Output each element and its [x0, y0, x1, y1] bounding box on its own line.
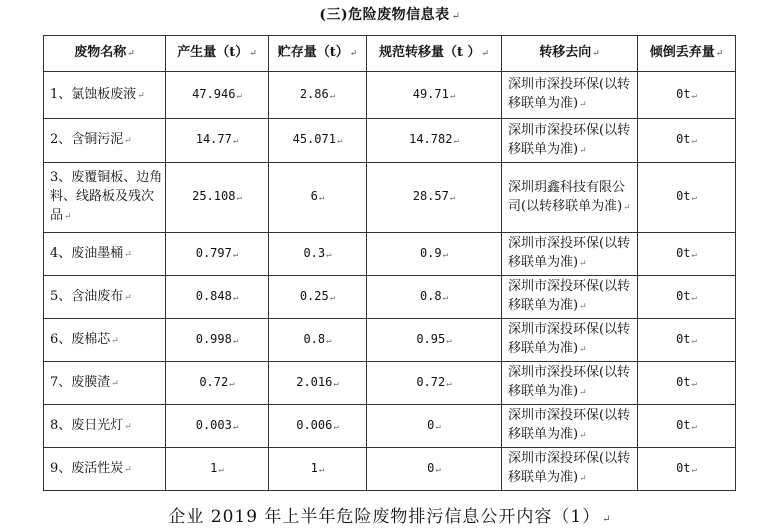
- table-row: [44, 276, 736, 319]
- transferred-cell: 0↵: [367, 405, 502, 448]
- paragraph-mark-icon: ↵: [124, 249, 132, 260]
- column-header-produced: 产生量（t）↵: [166, 36, 269, 72]
- paragraph-mark-icon: ↵: [435, 464, 441, 475]
- dumped-cell: 0t↵: [638, 72, 736, 119]
- paragraph-mark-icon: ↵: [236, 90, 242, 101]
- produced-cell: 0.998↵: [166, 319, 269, 362]
- table-row: [44, 319, 736, 362]
- paragraph-mark-icon: ↵: [329, 90, 336, 101]
- column-header-dumped: 倾倒丢弃量↵: [638, 36, 736, 72]
- destination-cell: 深圳市深投环保(以转移联单为准)↵: [502, 448, 638, 491]
- paragraph-mark-icon: ↵: [111, 335, 119, 346]
- destination-cell: 深圳市深投环保(以转移联单为准)↵: [502, 362, 638, 405]
- waste-name-cell: 1、氯蚀板废液↵: [44, 72, 166, 119]
- waste-name-cell: 6、废棉芯↵: [44, 319, 166, 362]
- column-header-transferred: 规范转移量（t ）↵: [367, 36, 502, 72]
- paragraph-mark-icon: ↵: [451, 11, 461, 22]
- table-row: [44, 448, 736, 491]
- produced-cell: 0.003↵: [166, 405, 269, 448]
- transferred-cell: 0.9↵: [367, 233, 502, 276]
- paragraph-mark-icon: ↵: [481, 49, 490, 59]
- destination-cell: 深圳市深投环保(以转移联单为准)↵: [502, 119, 638, 163]
- caption-text: 企业 2019 年上半年危险废物排污信息公开内容（1）: [168, 507, 601, 527]
- paragraph-mark-icon: ↵: [449, 90, 456, 101]
- produced-cell: 25.108↵: [166, 163, 269, 233]
- paragraph-mark-icon: ↵: [232, 421, 239, 432]
- table-row: [44, 119, 736, 163]
- column-header-destination: 转移去向↵: [502, 36, 638, 72]
- dumped-cell: 0t↵: [638, 405, 736, 448]
- paragraph-mark-icon: ↵: [446, 378, 452, 389]
- paragraph-mark-icon: ↵: [623, 202, 631, 213]
- dumped-cell: 0t↵: [638, 119, 736, 163]
- dumped-cell: 0t↵: [638, 362, 736, 405]
- waste-name-cell: 2、含铜污泥↵: [44, 119, 166, 163]
- paragraph-mark-icon: ↵: [435, 421, 441, 432]
- paragraph-mark-icon: ↵: [442, 249, 449, 260]
- paragraph-mark-icon: ↵: [329, 292, 336, 303]
- stored-cell: 0.006↵: [269, 405, 367, 448]
- page-title: [0, 4, 780, 24]
- destination-cell: 深圳市深投环保(以转移联单为准)↵: [502, 72, 638, 119]
- table-row: [44, 233, 736, 276]
- paragraph-mark-icon: ↵: [691, 90, 697, 101]
- paragraph-mark-icon: ↵: [218, 464, 224, 475]
- waste-name-cell: 3、废覆铜板、边角料、线路板及残次品↵: [44, 163, 166, 233]
- waste-name-cell: 9、废活性炭↵: [44, 448, 166, 491]
- paragraph-mark-icon: ↵: [124, 421, 132, 432]
- waste-name-cell: 5、含油废布↵: [44, 276, 166, 319]
- paragraph-mark-icon: ↵: [326, 249, 332, 260]
- paragraph-mark-icon: ↵: [449, 193, 456, 203]
- column-header-stored: 贮存量（t）↵: [269, 36, 367, 72]
- paragraph-mark-icon: ↵: [249, 49, 257, 59]
- dumped-cell: 0t↵: [638, 163, 736, 233]
- paragraph-mark-icon: ↵: [579, 431, 587, 441]
- paragraph-mark-icon: ↵: [691, 292, 697, 303]
- produced-cell: 47.946↵: [166, 72, 269, 119]
- paragraph-mark-icon: ↵: [232, 335, 239, 346]
- paragraph-mark-icon: ↵: [336, 136, 343, 146]
- dumped-cell: 0t↵: [638, 233, 736, 276]
- paragraph-mark-icon: ↵: [453, 136, 459, 146]
- paragraph-mark-icon: ↵: [349, 49, 358, 59]
- produced-cell: 1↵: [166, 448, 269, 491]
- produced-cell: 0.848↵: [166, 276, 269, 319]
- paragraph-mark-icon: ↵: [691, 335, 697, 346]
- stored-cell: 2.016↵: [269, 362, 367, 405]
- transferred-cell: 0.95↵: [367, 319, 502, 362]
- table-row: [44, 405, 736, 448]
- title-text: (三)危险废物信息表: [319, 7, 450, 23]
- waste-name-cell: 8、废日光灯↵: [44, 405, 166, 448]
- stored-cell: 6↵: [269, 163, 367, 233]
- destination-cell: 深圳市深投环保(以转移联单为准)↵: [502, 233, 638, 276]
- paragraph-mark-icon: ↵: [124, 292, 132, 303]
- table-row: [44, 362, 736, 405]
- figure-caption: [0, 502, 780, 527]
- stored-cell: 1↵: [269, 448, 367, 491]
- paragraph-mark-icon: ↵: [137, 90, 145, 101]
- paragraph-mark-icon: ↵: [579, 302, 587, 312]
- destination-cell: 深圳市深投环保(以转移联单为准)↵: [502, 276, 638, 319]
- paragraph-mark-icon: ↵: [602, 514, 612, 525]
- destination-cell: 深圳玥鑫科技有限公司(以转移联单为准)↵: [502, 163, 638, 233]
- paragraph-mark-icon: ↵: [236, 193, 242, 203]
- paragraph-mark-icon: ↵: [232, 249, 239, 260]
- paragraph-mark-icon: ↵: [579, 145, 587, 156]
- paragraph-mark-icon: ↵: [333, 378, 339, 389]
- destination-cell: 深圳市深投环保(以转移联单为准)↵: [502, 319, 638, 362]
- paragraph-mark-icon: ↵: [318, 464, 325, 475]
- paragraph-mark-icon: ↵: [691, 378, 697, 389]
- paragraph-mark-icon: ↵: [318, 193, 325, 203]
- stored-cell: 2.86↵: [269, 72, 367, 119]
- paragraph-mark-icon: ↵: [691, 421, 697, 432]
- transferred-cell: 0.72↵: [367, 362, 502, 405]
- produced-cell: 0.797↵: [166, 233, 269, 276]
- hazardous-waste-table: [43, 35, 736, 491]
- paragraph-mark-icon: ↵: [579, 345, 587, 355]
- paragraph-mark-icon: ↵: [691, 464, 697, 475]
- transferred-cell: 28.57↵: [367, 163, 502, 233]
- paragraph-mark-icon: ↵: [232, 292, 239, 303]
- paragraph-mark-icon: ↵: [592, 49, 600, 59]
- paragraph-mark-icon: ↵: [446, 335, 452, 346]
- stored-cell: 0.3↵: [269, 233, 367, 276]
- paragraph-mark-icon: ↵: [124, 464, 132, 475]
- stored-cell: 0.25↵: [269, 276, 367, 319]
- paragraph-mark-icon: ↵: [232, 136, 239, 146]
- paragraph-mark-icon: ↵: [715, 49, 724, 59]
- stored-cell: 45.071↵: [269, 119, 367, 163]
- dumped-cell: 0t↵: [638, 276, 736, 319]
- produced-cell: 0.72↵: [166, 362, 269, 405]
- produced-cell: 14.77↵: [166, 119, 269, 163]
- column-header-name: 废物名称↵: [44, 36, 166, 72]
- table-row: [44, 72, 736, 119]
- paragraph-mark-icon: ↵: [442, 292, 449, 303]
- paragraph-mark-icon: ↵: [124, 136, 132, 146]
- paragraph-mark-icon: ↵: [333, 421, 339, 432]
- stored-cell: 0.8↵: [269, 319, 367, 362]
- paragraph-mark-icon: ↵: [691, 193, 697, 203]
- transferred-cell: 49.71↵: [367, 72, 502, 119]
- paragraph-mark-icon: ↵: [579, 100, 587, 110]
- transferred-cell: 14.782↵: [367, 119, 502, 163]
- dumped-cell: 0t↵: [638, 448, 736, 491]
- waste-name-cell: 7、废膜渣↵: [44, 362, 166, 405]
- table-header-row: [44, 36, 736, 72]
- paragraph-mark-icon: ↵: [579, 388, 587, 398]
- paragraph-mark-icon: ↵: [326, 335, 332, 346]
- destination-cell: 深圳市深投环保(以转移联单为准)↵: [502, 405, 638, 448]
- paragraph-mark-icon: ↵: [691, 136, 697, 146]
- paragraph-mark-icon: ↵: [579, 259, 587, 269]
- paragraph-mark-icon: ↵: [127, 49, 135, 59]
- paragraph-mark-icon: ↵: [691, 249, 697, 260]
- transferred-cell: 0.8↵: [367, 276, 502, 319]
- paragraph-mark-icon: ↵: [111, 378, 119, 389]
- table-row: [44, 163, 736, 233]
- dumped-cell: 0t↵: [638, 319, 736, 362]
- transferred-cell: 0↵: [367, 448, 502, 491]
- paragraph-mark-icon: ↵: [229, 378, 235, 389]
- waste-name-cell: 4、废油墨桶↵: [44, 233, 166, 276]
- paragraph-mark-icon: ↵: [64, 212, 72, 222]
- paragraph-mark-icon: ↵: [579, 474, 587, 484]
